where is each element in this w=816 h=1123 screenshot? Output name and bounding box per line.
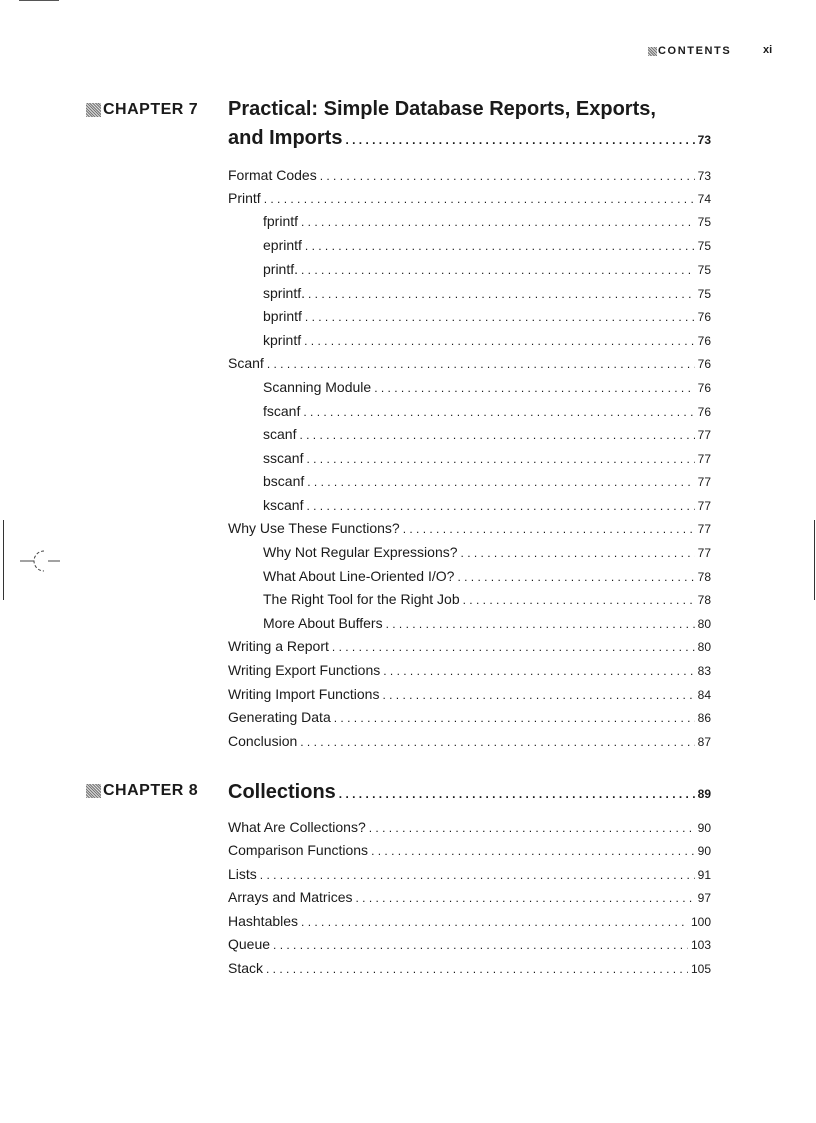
entry-title: scanf (263, 426, 297, 442)
toc-entry[interactable] (228, 887, 711, 907)
entry-title: More About Buffers (263, 615, 383, 631)
dot-leader (305, 307, 695, 327)
dot-leader (266, 959, 688, 979)
entry-title: fscanf (263, 403, 301, 419)
page-number: 77 (697, 522, 711, 536)
chapter-box-icon (86, 784, 101, 798)
entry-title: Stack (228, 960, 264, 976)
toc-entry[interactable] (228, 840, 711, 860)
entry-title: bprintf (263, 308, 302, 324)
toc-entry[interactable] (228, 911, 711, 931)
dot-leader (301, 260, 695, 280)
chapter-box-icon (86, 103, 101, 117)
dot-leader (382, 685, 694, 705)
page-number: 75 (697, 239, 711, 253)
toc-entry[interactable] (228, 934, 711, 954)
entry-title: Comparison Functions (228, 842, 369, 858)
entry-title: sscanf (263, 450, 304, 466)
page-number: 74 (697, 192, 711, 206)
dot-leader (332, 637, 695, 657)
toc-subentry[interactable] (263, 471, 711, 491)
chapter-label-text: CHAPTER 8 (103, 782, 199, 799)
entry-title: Printf (228, 190, 261, 206)
dot-leader (273, 935, 688, 955)
dot-leader (260, 865, 695, 885)
entry-title: fprintf (263, 213, 299, 229)
toc-subentry[interactable] (263, 424, 711, 444)
page-number: 77 (697, 428, 711, 442)
toc-subentry[interactable] (263, 495, 711, 515)
page-number: 75 (697, 215, 711, 229)
toc-subentry[interactable] (263, 211, 711, 231)
page-number: 77 (697, 475, 711, 489)
crop-mark-left (3, 520, 4, 600)
page-number: 73 (697, 169, 711, 183)
toc-subentry[interactable] (263, 566, 711, 586)
toc-chapter-entry[interactable] (228, 125, 711, 151)
toc-entry[interactable] (228, 731, 711, 751)
dot-leader (264, 189, 695, 209)
toc-subentry[interactable] (263, 377, 711, 397)
page-number: 76 (697, 357, 711, 371)
page-number: 91 (697, 868, 711, 882)
page-number: 76 (697, 310, 711, 324)
entry-title: Scanf (228, 355, 264, 371)
dot-leader (369, 818, 695, 838)
page-number: 100 (690, 915, 711, 929)
entry-title: The Right Tool for the Right Job (263, 591, 460, 607)
page-number: 75 (697, 287, 711, 301)
dot-leader (320, 166, 695, 186)
entry-title: Queue (228, 936, 271, 952)
dot-leader (299, 425, 694, 445)
dot-leader (463, 590, 695, 610)
chapter-title: Collections (228, 781, 336, 803)
dot-leader (457, 567, 694, 587)
entry-title: Hashtables (228, 913, 299, 929)
page-number: 76 (697, 405, 711, 419)
dot-leader (334, 708, 695, 728)
entry-title: Format Codes (228, 167, 317, 183)
running-head-label: CONTENTS (658, 45, 732, 57)
dot-leader (307, 472, 694, 492)
entry-title: Why Use These Functions? (228, 520, 400, 536)
page-number: 76 (697, 381, 711, 395)
running-head (600, 44, 780, 60)
dot-leader (403, 519, 695, 539)
toc-subentry[interactable] (263, 235, 711, 255)
dot-leader (306, 449, 694, 469)
page-number: 78 (697, 570, 711, 584)
entry-title: Writing Export Functions (228, 662, 381, 678)
dot-leader (301, 212, 695, 232)
dot-leader (339, 781, 695, 807)
entry-title: Generating Data (228, 709, 331, 725)
toc-entry[interactable] (228, 707, 711, 727)
entry-title: printf. (263, 261, 299, 277)
dot-leader (301, 912, 688, 932)
chapter-title: Practical: Simple Database Reports, Exports, (228, 98, 656, 120)
page-number: 77 (697, 546, 711, 560)
dot-leader (345, 127, 694, 153)
page-number: 97 (697, 891, 711, 905)
entry-title: sprintf. (263, 285, 306, 301)
page-number: 90 (697, 821, 711, 835)
page-number: 87 (697, 735, 711, 749)
entry-title: What Are Collections? (228, 819, 366, 835)
entry-title: Scanning Module (263, 379, 372, 395)
dot-leader (386, 614, 695, 634)
chapter-label-text: CHAPTER 7 (103, 101, 199, 118)
toc-entry[interactable] (228, 188, 711, 208)
entry-title: bscanf (263, 473, 305, 489)
entry-title: kscanf (263, 497, 304, 513)
dot-leader (371, 841, 695, 861)
page-number: 80 (697, 617, 711, 631)
dot-leader (303, 402, 694, 422)
dot-leader (355, 888, 694, 908)
entry-title: Lists (228, 866, 257, 882)
dot-leader (306, 496, 694, 516)
crop-mark-right (814, 520, 815, 600)
dot-leader (300, 732, 694, 752)
page-number: 105 (690, 962, 711, 976)
toc-subentry[interactable] (263, 330, 711, 350)
toc-entry[interactable] (228, 958, 711, 978)
chapter-label (86, 101, 198, 119)
page-number: 77 (697, 452, 711, 466)
page-number: 84 (697, 688, 711, 702)
page-number: 78 (697, 593, 711, 607)
entry-title: kprintf (263, 332, 302, 348)
dot-leader (267, 354, 695, 374)
toc-subentry[interactable] (263, 589, 711, 609)
entry-title: eprintf (263, 237, 302, 253)
page-number: 76 (697, 334, 711, 348)
running-head-page-number: xi (763, 44, 773, 56)
entry-title: Writing Import Functions (228, 686, 380, 702)
page-number: 75 (697, 263, 711, 277)
chapter-label (86, 782, 198, 800)
running-head-box-icon (648, 47, 657, 56)
toc-subentry[interactable] (263, 448, 711, 468)
toc-subentry[interactable] (263, 283, 711, 303)
toc-subentry[interactable] (263, 401, 711, 421)
chapter-title-line2: and Imports (228, 127, 343, 149)
toc-chapter-entry[interactable] (228, 779, 711, 805)
dot-leader (461, 543, 695, 563)
dot-leader (308, 284, 695, 304)
dot-leader (305, 236, 695, 256)
entry-title: What About Line-Oriented I/O? (263, 568, 455, 584)
entry-title: Writing a Report (228, 638, 329, 654)
page-number: 86 (697, 711, 711, 725)
entry-title: Why Not Regular Expressions? (263, 544, 458, 560)
page-number: 83 (697, 664, 711, 678)
page-number: 73 (697, 133, 711, 147)
toc-subentry[interactable] (263, 259, 711, 279)
page-number: 77 (697, 499, 711, 513)
toc-subentry[interactable] (263, 542, 711, 562)
entry-title: Conclusion (228, 733, 298, 749)
dot-leader (374, 378, 694, 398)
toc-subentry[interactable] (263, 306, 711, 326)
dot-leader (304, 331, 695, 351)
page-number: 80 (697, 640, 711, 654)
toc-subentry[interactable] (263, 613, 711, 633)
page-number: 89 (697, 787, 711, 801)
crop-mark-top (19, 0, 59, 1)
toc-entry[interactable] (228, 518, 711, 538)
page-number: 90 (697, 844, 711, 858)
toc-entry[interactable] (228, 684, 711, 704)
toc-entry[interactable] (228, 660, 711, 680)
dot-leader (383, 661, 694, 681)
toc-entry[interactable] (228, 636, 711, 656)
registration-mark-icon (18, 548, 62, 574)
entry-title: Arrays and Matrices (228, 889, 353, 905)
toc-entry[interactable] (228, 165, 711, 185)
toc-entry[interactable] (228, 864, 711, 884)
toc-entry[interactable] (228, 353, 711, 373)
page-number: 103 (690, 938, 711, 952)
toc-entry[interactable] (228, 817, 711, 837)
